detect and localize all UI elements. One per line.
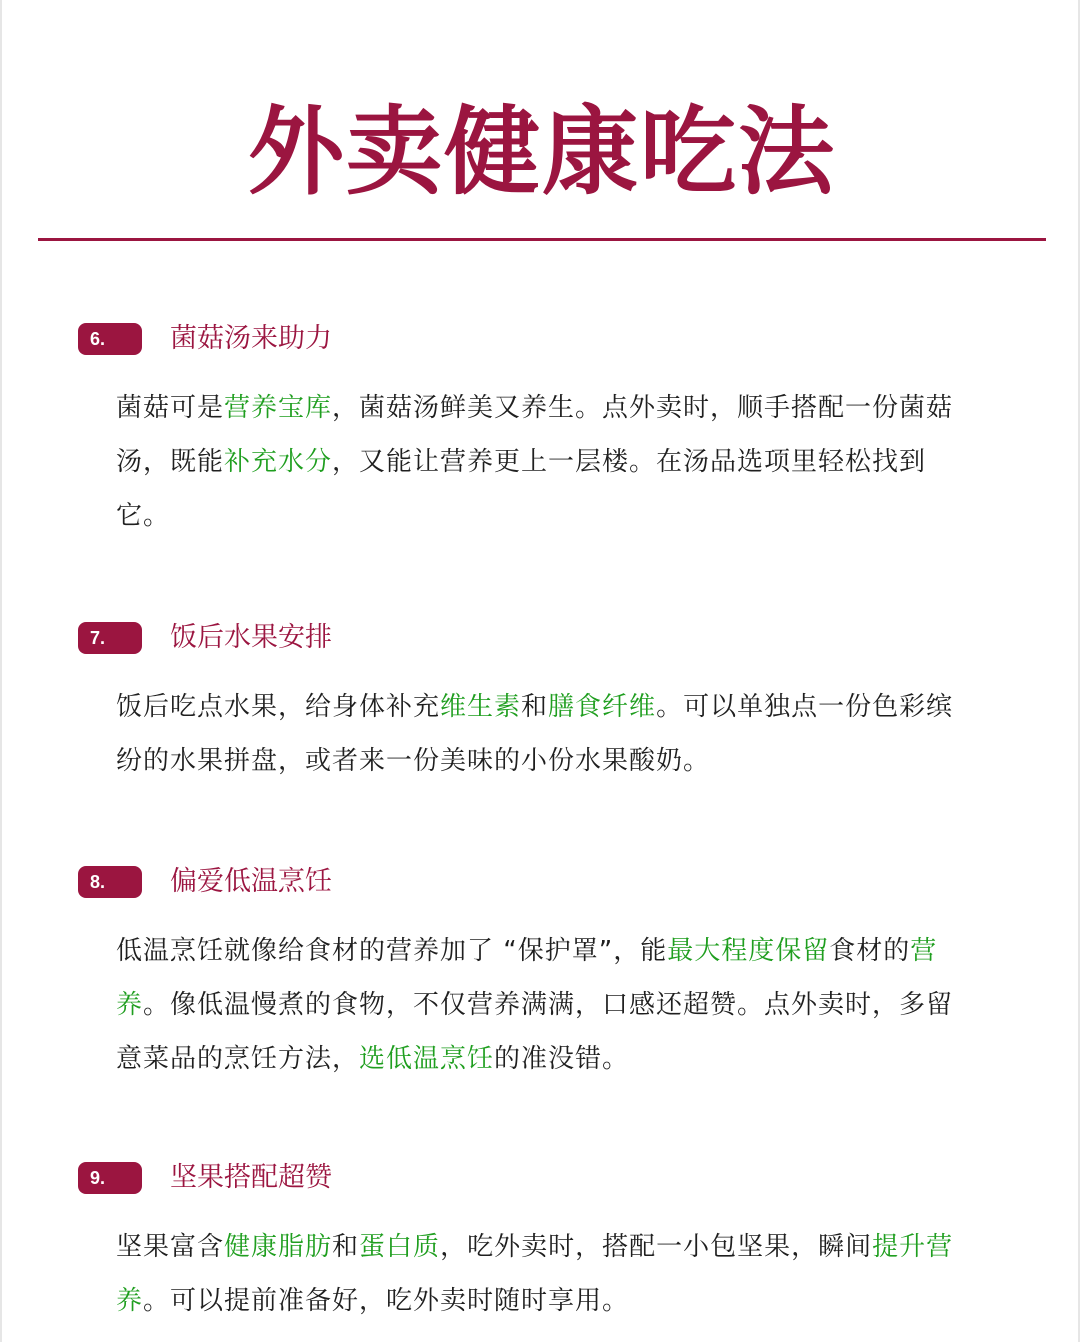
highlight-text: 最大程度保留 bbox=[667, 936, 830, 966]
body-text: 食材的 bbox=[829, 936, 911, 966]
highlight-text: 选低温烹饪 bbox=[359, 1044, 495, 1074]
highlight-text: 膳食纤维 bbox=[548, 692, 657, 722]
section-body bbox=[116, 381, 974, 543]
section-number-badge: 6. bbox=[78, 323, 142, 355]
page-title: 外卖健康吃法 bbox=[248, 96, 836, 208]
body-text: 菌菇可是 bbox=[116, 393, 225, 423]
body-text: 的准没错。 bbox=[494, 1044, 630, 1074]
section-paragraph bbox=[116, 1220, 974, 1328]
highlight-text: 蛋白质 bbox=[359, 1232, 441, 1262]
section-heading: 菌菇汤来助力 bbox=[170, 323, 332, 354]
highlight-text: 维生素 bbox=[440, 692, 522, 722]
highlight-text: 健康脂肪 bbox=[224, 1232, 333, 1262]
body-text: 饭后吃点水果，给身体补充 bbox=[116, 692, 441, 722]
body-text: 。像低温慢煮的食物，不仅营养满满，口感还超赞。点外卖时，多留意菜品的烹饪方法， bbox=[116, 990, 954, 1074]
section-header bbox=[78, 321, 332, 357]
body-text: 和 bbox=[332, 1232, 360, 1262]
section-header bbox=[78, 620, 332, 656]
section-number-badge: 7. bbox=[78, 622, 142, 654]
body-text: 低温烹饪就像给食材的营养加了 “保护罩”，能 bbox=[116, 936, 668, 966]
highlight-text: 补充水分 bbox=[224, 447, 333, 477]
section-header bbox=[78, 864, 332, 900]
section-paragraph bbox=[116, 381, 974, 543]
body-text: ，吃外卖时，搭配一小包坚果，瞬间 bbox=[440, 1232, 873, 1262]
body-text: 坚果富含 bbox=[116, 1232, 225, 1262]
highlight-text: 提升营养 bbox=[116, 1232, 954, 1316]
section-paragraph bbox=[116, 924, 974, 1086]
highlight-text: 营养宝库 bbox=[224, 393, 333, 423]
highlight-text: 营养 bbox=[116, 936, 938, 1020]
body-text: ，又能让营养更上一层楼。在汤品选项里轻松找到它。 bbox=[116, 447, 927, 531]
section-body bbox=[116, 680, 974, 788]
title-divider bbox=[38, 238, 1046, 241]
section-body bbox=[116, 924, 974, 1086]
section-heading: 饭后水果安排 bbox=[170, 622, 332, 653]
section-header bbox=[78, 1160, 332, 1196]
body-text: 。可以提前准备好，吃外卖时随时享用。 bbox=[143, 1286, 630, 1316]
section-number-badge: 9. bbox=[78, 1162, 142, 1194]
body-text: ，菌菇汤鲜美又养生。点外卖时，顺手搭配一份菌菇汤，既能 bbox=[116, 393, 954, 477]
section-number-badge: 8. bbox=[78, 866, 142, 898]
section-paragraph bbox=[116, 680, 974, 788]
section-body bbox=[116, 1220, 974, 1328]
body-text: 。可以单独点一份色彩缤纷的水果拼盘，或者来一份美味的小份水果酸奶。 bbox=[116, 692, 954, 776]
section-heading: 坚果搭配超赞 bbox=[170, 1162, 332, 1193]
body-text: 和 bbox=[521, 692, 549, 722]
section-heading: 偏爱低温烹饪 bbox=[170, 866, 332, 897]
